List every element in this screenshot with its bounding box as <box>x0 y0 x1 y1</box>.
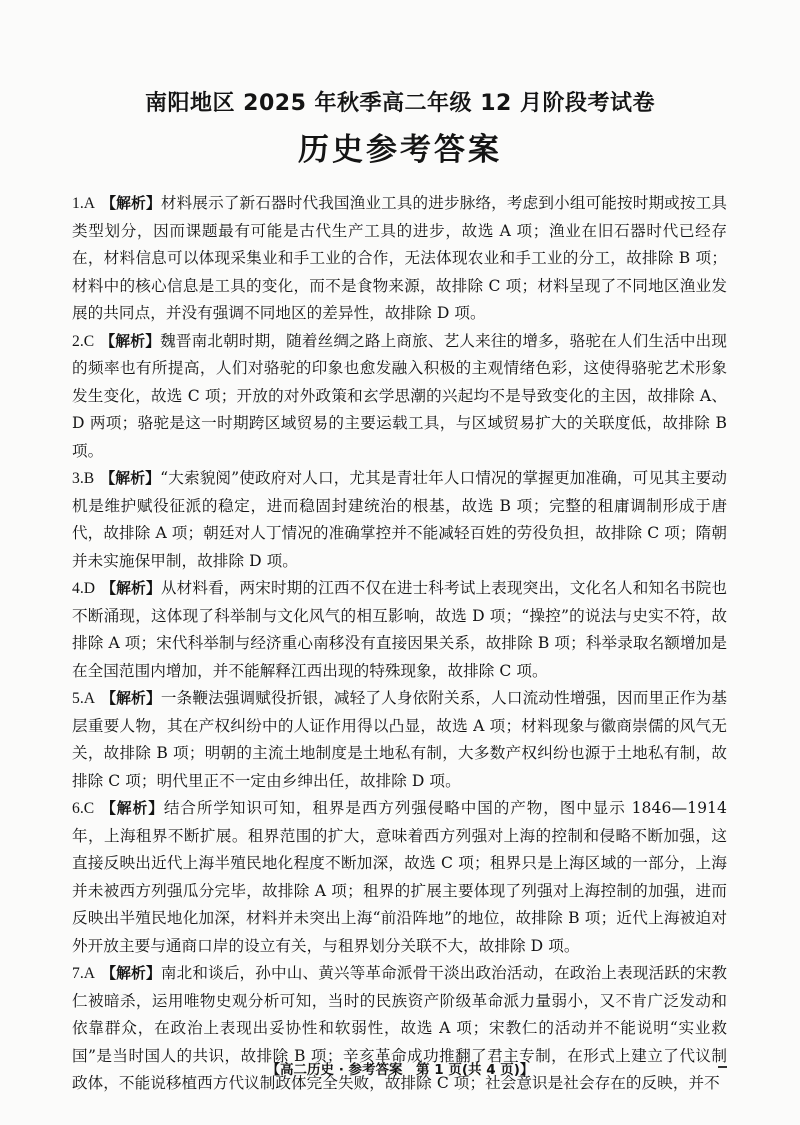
analysis-tag: 【解析】 <box>100 470 161 487</box>
question-number: 2. <box>72 332 84 350</box>
answer-item-6 <box>72 795 727 960</box>
analysis-text: 魏晋南北朝时期，随着丝绸之路上商旅、艺人来往的增多，骆驼在人们生活中出现的频率也有所提高，人们对骆驼的印象也愈发融入积极的主观情绪色彩，这使得骆驼艺术形象发生变化，故选 C 项；开放的对外政策和玄学思潮的兴起均不是导致变化的主因，故排除 A、D 两项；骆驼是这一时期跨区域贸易的主要运载工具，与区域贸易扩大的关联度低，故排除 B 项。 <box>72 331 727 460</box>
question-number: 7. <box>72 965 84 982</box>
answer-item-1 <box>72 190 727 328</box>
question-number: 5. <box>72 690 84 707</box>
answer-choice: B <box>83 470 95 487</box>
page-footer: 【高二历史 · 参考答案 第 1 页(共 4 页)】 <box>266 1062 534 1078</box>
answer-item-5 <box>72 685 727 795</box>
question-number: 3. <box>72 470 84 487</box>
corner-dash-mark <box>718 1066 727 1068</box>
answer-choice: A <box>83 690 96 707</box>
analysis-tag: 【解析】 <box>101 690 161 707</box>
answer-choice: C <box>83 332 95 350</box>
answer-item-2 <box>72 328 727 466</box>
answer-choice: A <box>83 195 96 212</box>
question-number: 4. <box>72 580 84 597</box>
analysis-text: 材料展示了新石器时代我国渔业工具的进步脉络，考虑到小组可能按时期或按工具类型划分，因而课题最有可能是古代生产工具的进步，故选 A 项；渔业在旧石器时代已经存在，材料信息可以体现采集业和手工业的合作，无法体现农业和手工业的分工，故排除 B 项；材料中的核心信息是工具的变化，而不是食物来源，故排除 C 项；材料呈现了不同地区渔业发展的共同点，并没有强调不同地区的差异性，故排除 D 项。 <box>72 194 727 322</box>
answer-choice: C <box>83 800 95 817</box>
analysis-tag: 【解析】 <box>100 800 164 817</box>
analysis-text: 结合所学知识可知，租界是西方列强侵略中国的产物，图中显示 1846—1914 年，上海租界不断扩展。租界范围的扩大，意味着西方列强对上海的控制和侵略不断加强，这直接反映出近代上海半殖民地化程度不断加深，故选 C 项；租界只是上海区域的一部分，上海并未被西方列强瓜分完毕，故排除 A 项；租界的扩展主要体现了列强对上海控制的加强，进而反映出半殖民地化加深，材料并未突出上海“前沿阵地”的地位，故排除 B 项；近代上海被迫对外开放主要与通商口岸的设立有关，与租界划分关联不大，故排除 D 项。 <box>72 799 727 955</box>
question-number: 6. <box>72 800 84 817</box>
analysis-tag: 【解析】 <box>101 195 161 212</box>
analysis-text: “大索貌阅”使政府对人口，尤其是青壮年人口情况的掌握更加准确，可见其主要动机是维护赋役征派的稳定，进而稳固封建统治的根基，故选 B 项；完整的租庸调制形成于唐代，故排除 A 项；朝廷对人丁情况的准确掌控并不能减轻百姓的劳役负担，故排除 C 项；隋朝并未实施保甲制，故排除 D 项。 <box>72 469 728 570</box>
analysis-tag: 【解析】 <box>101 580 161 597</box>
analysis-tag: 【解析】 <box>101 965 161 982</box>
answer-item-3 <box>72 465 727 575</box>
answer-key-title: 历史参考答案 <box>298 132 502 168</box>
analysis-text: 从材料看，两宋时期的江西不仅在进士科考试上表现突出，文化名人和知名书院也不断涌现，这体现了科举制与文化风气的相互影响，故选 D 项；“操控”的说法与史实不符，故排除 A 项；宋代科举制与经济重心南移没有直接因果关系，故排除 B 项；科举录取名额增加是在全国范围内增加，并不能解释江西出现的特殊现象，故排除 C 项。 <box>72 579 727 680</box>
answer-list <box>72 190 727 1098</box>
answer-item-4 <box>72 575 727 685</box>
answer-choice: D <box>83 580 96 597</box>
exam-title: 南阳地区 2025 年秋季高二年级 12 月阶段考试卷 <box>145 91 655 116</box>
analysis-text: 一条鞭法强调赋役折银，减轻了人身依附关系，人口流动性增强，因而里正作为基层重要人物，其在产权纠纷中的人证作用得以凸显，故选 A 项；材料现象与徽商崇儒的风气无关，故排除 B 项；明朝的主流土地制度是土地私有制，大多数产权纠纷也源于土地私有制，故排除 C 项；明代里正不一定由乡绅出任，故排除 D 项。 <box>72 689 727 790</box>
question-number: 1. <box>72 195 84 212</box>
analysis-tag: 【解析】 <box>100 332 161 350</box>
answer-choice: A <box>83 965 96 982</box>
analysis-text: 南北和谈后，孙中山、黄兴等革命派骨干淡出政治活动，在政治上表现活跃的宋教仁被暗杀，运用唯物史观分析可知，当时的民族资产阶级革命派力量弱小，又不肯广泛发动和依靠群众，在政治上表现出妥协性和软弱性，故选 A 项；宋教仁的活动并不能说明“实业救国”是当时国人的共识，故排除 B 项；辛亥革命成功推翻了君主专制，在形式上建立了代议制政体，不能说移植西方代议制政体完全失败，故排除 C 项；社会意识是社会存在的反映，并不 <box>72 964 727 1092</box>
